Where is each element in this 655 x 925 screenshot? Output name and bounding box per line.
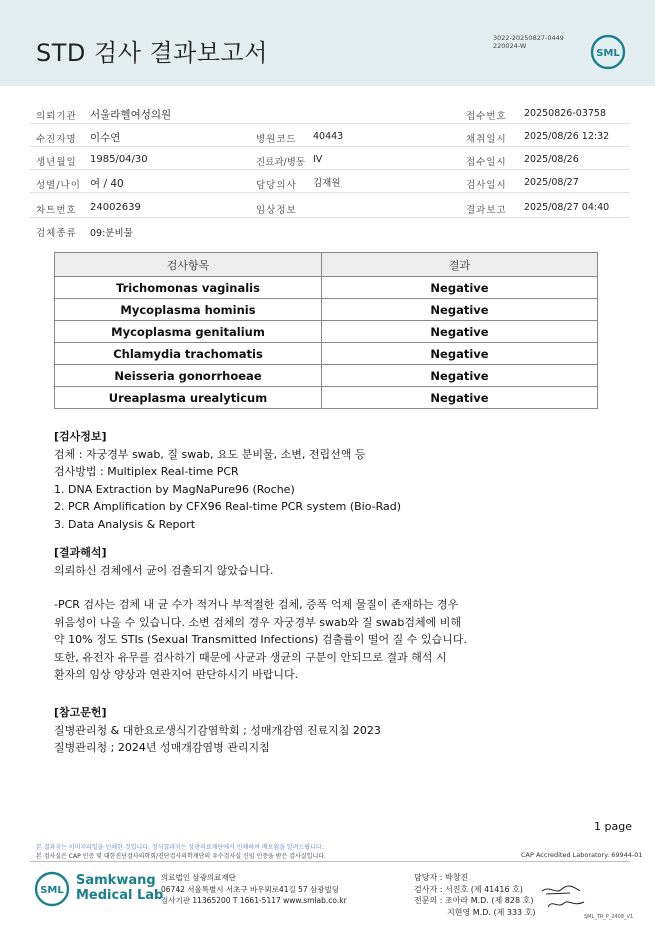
test-result: Negative bbox=[322, 321, 598, 343]
patient-name: 이수연 bbox=[90, 132, 121, 144]
ward-code-value: 40443 bbox=[313, 131, 344, 142]
receipt-label: 접수번호 bbox=[466, 111, 507, 122]
references-section bbox=[54, 704, 381, 757]
row-divider bbox=[30, 217, 630, 218]
interpretation-text: -PCR 검사는 검체 내 균 수가 적거나 부적절한 검체, 증폭 억제 물질이 존재하는 경우 bbox=[54, 598, 459, 611]
test-info-step: 3. Data Analysis & Report bbox=[54, 517, 196, 531]
page-number: 1 page bbox=[594, 820, 632, 833]
staff-line: 검사자 : 서진호 (제 41416 호) bbox=[414, 884, 523, 894]
chart-value: 24002639 bbox=[90, 202, 141, 213]
reported-value: 2025/08/27 04:40 bbox=[524, 202, 610, 213]
specimen-label: 검체종류 bbox=[36, 228, 77, 239]
test-item: Ureaplasma urealyticum bbox=[55, 387, 322, 409]
tested-label: 검사일시 bbox=[466, 180, 507, 191]
received-label: 접수일시 bbox=[466, 157, 507, 168]
test-item: Mycoplasma genitalium bbox=[55, 321, 322, 343]
sexage-value: 여 / 40 bbox=[90, 178, 124, 190]
table-row bbox=[55, 365, 598, 387]
sexage-row bbox=[36, 177, 124, 191]
test-info-specimen: 검체 : 자궁경부 swab, 질 swab, 요도 분비물, 소변, 전립선액 등 bbox=[54, 447, 366, 461]
document-number bbox=[493, 34, 564, 50]
patient-label: 수진자명 bbox=[36, 134, 77, 145]
sml-logo-text: SML bbox=[596, 48, 620, 59]
doctor-row bbox=[256, 177, 341, 191]
form-code: SML_TR_P_2408_V1 bbox=[584, 914, 634, 920]
reference-item: 질병관리청 ; 2024년 성매개감염병 관리지침 bbox=[54, 741, 270, 754]
interpretation-text: 약 10% 정도 STIs (Sexual Transmitted Infections) 검출률이 떨어 질 수 있습니다. bbox=[54, 633, 467, 646]
cap-accreditation: CAP Accredited Laboratory. 69944-01 bbox=[521, 851, 643, 859]
results-table bbox=[54, 252, 598, 409]
row-divider bbox=[30, 192, 630, 193]
staff-list bbox=[414, 872, 536, 918]
document-number-line1: 3022-20250827-0449 bbox=[493, 34, 564, 42]
interpretation-text: 또한, 유전자 유무를 검사하기 때문에 사균과 생균의 구분이 안되므로 결과 해석 시 bbox=[54, 650, 447, 664]
dept-row bbox=[256, 154, 323, 168]
chart-row bbox=[36, 202, 141, 216]
receipt-row bbox=[466, 108, 607, 122]
test-result: Negative bbox=[322, 365, 598, 387]
footer-divider bbox=[30, 861, 630, 862]
row-divider bbox=[30, 123, 630, 124]
interpretation-heading: [결과해석] bbox=[54, 546, 107, 559]
row-divider bbox=[30, 146, 630, 147]
column-header-result: 결과 bbox=[322, 253, 598, 277]
reference-item: 질병관리청 & 대한요로생식기감염학회 ; 성매개감염 진료지침 2023 bbox=[54, 723, 381, 737]
sexage-label: 성별/나이 bbox=[36, 180, 81, 191]
dob-row bbox=[36, 154, 148, 168]
test-result: Negative bbox=[322, 277, 598, 299]
specimen-value: 09:분비물 bbox=[90, 228, 133, 239]
dept-label: 진료과/병동 bbox=[256, 157, 306, 168]
row-divider bbox=[30, 169, 630, 170]
test-item: Chlamydia trachomatis bbox=[55, 343, 322, 365]
test-result: Negative bbox=[322, 299, 598, 321]
results-header-row bbox=[55, 253, 598, 277]
references-heading: [참고문헌] bbox=[54, 706, 107, 719]
test-item: Mycoplasma hominis bbox=[55, 299, 322, 321]
tested-row bbox=[466, 177, 579, 191]
staff-line: 전문의 : 조아라 M.D. (제 828 호) bbox=[414, 896, 534, 905]
received-row bbox=[466, 154, 579, 168]
test-info-step: 2. PCR Amplification by CFX96 Real-time PCR system (Bio-Rad) bbox=[54, 500, 402, 513]
receipt-value: 20250826-03758 bbox=[524, 108, 607, 119]
institution-row bbox=[36, 108, 172, 122]
table-row bbox=[55, 277, 598, 299]
clinical-row bbox=[256, 202, 297, 216]
brand-line1: Samkwang bbox=[76, 873, 156, 888]
received-value: 2025/08/26 bbox=[524, 154, 579, 165]
ward-code-row bbox=[256, 131, 344, 145]
interpretation-summary: 의뢰하신 검체에서 균이 검출되지 않았습니다. bbox=[54, 563, 274, 577]
lab-address bbox=[161, 872, 347, 907]
dob-label: 생년월일 bbox=[36, 157, 77, 168]
spacer bbox=[54, 579, 467, 596]
samkwang-logo-text: SML bbox=[40, 885, 64, 896]
interpretation-text: 위음성이 나올 수 있습니다. 소변 검체의 경우 자궁경부 swab와 질 swab검체에 비해 bbox=[54, 615, 462, 629]
tested-value: 2025/08/27 bbox=[524, 177, 579, 188]
column-header-item: 검사항목 bbox=[55, 253, 322, 277]
collect-row bbox=[466, 131, 610, 145]
test-result: Negative bbox=[322, 387, 598, 409]
samkwang-brand bbox=[76, 873, 163, 903]
report-title: STD 검사 결과보고서 bbox=[36, 39, 268, 67]
collect-value: 2025/08/26 12:32 bbox=[524, 131, 610, 142]
clinical-label: 임상정보 bbox=[256, 205, 297, 216]
institution-value: 서울라헬여성의원 bbox=[90, 109, 172, 121]
test-item: Trichomonas vaginalis bbox=[55, 277, 322, 299]
test-info-section bbox=[54, 428, 401, 533]
address-line: 검사기관 11365200 T 1661-5117 www.smlab.co.kr bbox=[161, 896, 347, 905]
interpretation-text: 환자의 임상 양상과 연관지어 판단하시기 바랍니다. bbox=[54, 668, 299, 681]
chart-label: 차트번호 bbox=[36, 205, 77, 216]
table-row bbox=[55, 299, 598, 321]
address-line: 06742 서울특별시 서초구 바우뫼로41길 57 삼광빌딩 bbox=[161, 884, 340, 894]
dept-value: IV bbox=[313, 154, 323, 165]
test-info-method: 검사방법 : Multiplex Real-time PCR bbox=[54, 465, 239, 478]
reported-row bbox=[466, 202, 610, 216]
address-line: 의료법인 삼광의료재단 bbox=[161, 873, 236, 882]
brand-line2: Medical Lab bbox=[76, 888, 164, 903]
table-row bbox=[55, 343, 598, 365]
test-result: Negative bbox=[322, 343, 598, 365]
samkwang-logo-icon bbox=[34, 871, 70, 907]
staff-line: 지현영 M.D. (제 333 호) bbox=[414, 907, 536, 917]
certification-note: 본 검사실은 CAP 인증 및 대한진단검사의학회/진단검사의학재단의 우수검사실 신임 인증을 받은 검사실입니다. bbox=[36, 853, 326, 860]
specimen-row bbox=[36, 225, 133, 239]
doctor-label: 담당의사 bbox=[256, 180, 297, 191]
interpretation-section bbox=[54, 544, 467, 684]
print-warning: 본 결과지는 이미지파일을 인쇄한 것입니다. 정식결과지는 삼광의료재단에서 인쇄하여 배포됨을 알려드립니다. bbox=[36, 844, 324, 851]
collect-label: 채취일시 bbox=[466, 134, 507, 145]
table-row bbox=[55, 387, 598, 409]
document-number-line2: 220024-W bbox=[493, 42, 527, 50]
dob-value: 1985/04/30 bbox=[90, 154, 148, 165]
patient-row bbox=[36, 131, 121, 145]
test-info-step: 1. DNA Extraction by MagNaPure96 (Roche) bbox=[54, 482, 295, 496]
reported-label: 결과보고 bbox=[466, 205, 507, 216]
doctor-value: 김재원 bbox=[313, 178, 341, 189]
table-row bbox=[55, 321, 598, 343]
signature-icon bbox=[540, 883, 588, 911]
institution-label: 의뢰기관 bbox=[36, 111, 77, 122]
test-item: Neisseria gonorrhoeae bbox=[55, 365, 322, 387]
staff-line: 담당자 : 박창진 bbox=[414, 873, 469, 882]
sml-logo-icon bbox=[590, 34, 626, 70]
test-info-heading: [검사정보] bbox=[54, 430, 107, 443]
ward-code-label: 병원코드 bbox=[256, 134, 297, 145]
